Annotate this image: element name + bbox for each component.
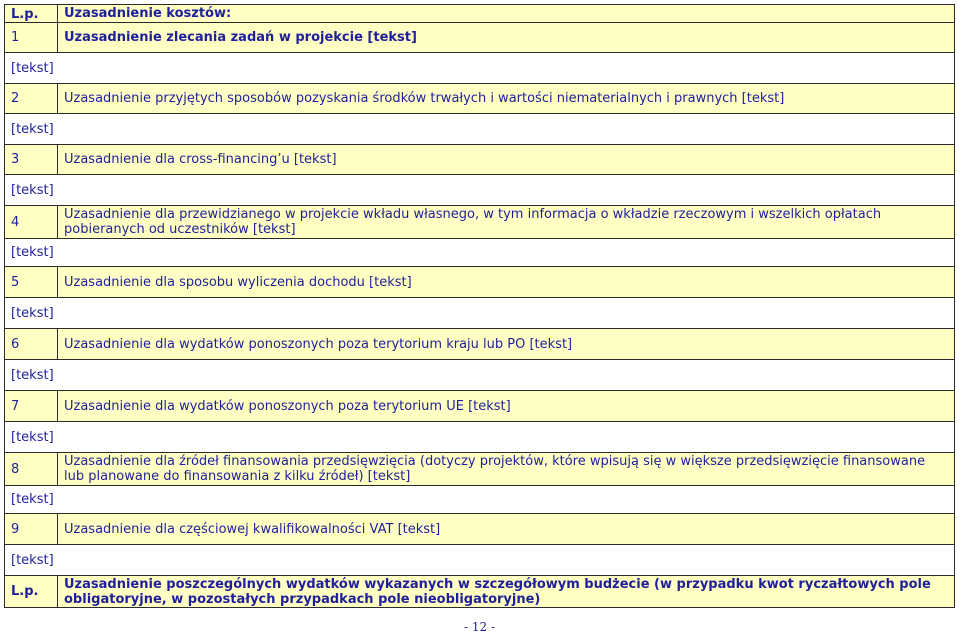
row-9-text[interactable]	[5, 545, 955, 576]
row-number: 5	[5, 267, 58, 298]
text-input-cell[interactable]: [tekst]	[5, 486, 955, 514]
row-label: Uzasadnienie dla sposobu wyliczenia dochodu [tekst]	[58, 267, 955, 298]
lp-label-cell	[5, 576, 58, 608]
text-input-cell[interactable]: [tekst]	[5, 175, 955, 206]
row-3-text[interactable]	[5, 175, 955, 206]
text-input-cell[interactable]: [tekst]	[5, 422, 955, 453]
text-input-cell[interactable]: [tekst]	[5, 53, 955, 84]
row-number: 9	[5, 514, 58, 545]
text-input-cell[interactable]: [tekst]	[5, 114, 955, 145]
lp-label: L.p.	[11, 584, 39, 599]
row-8-text[interactable]	[5, 486, 955, 514]
row-3-header	[5, 145, 955, 175]
row-label: Uzasadnienie dla wydatków ponoszonych poza terytorium UE [tekst]	[58, 391, 955, 422]
row-6-text[interactable]	[5, 360, 955, 391]
row-4-header	[5, 206, 955, 239]
row-9-header	[5, 514, 955, 545]
header-row	[5, 5, 955, 23]
row-number: 7	[5, 391, 58, 422]
row-2-text[interactable]	[5, 114, 955, 145]
page-number: - 12 -	[463, 620, 495, 634]
row-6-header	[5, 329, 955, 360]
row-number: 6	[5, 329, 58, 360]
row-number: 4	[5, 206, 58, 239]
row-2-header	[5, 84, 955, 114]
costs-title: Uzasadnienie kosztów:	[58, 5, 955, 23]
row-number: 8	[5, 453, 58, 486]
row-label: Uzasadnienie dla cross-financing’u [tekst]	[58, 145, 955, 175]
row-label: Uzasadnienie dla częściowej kwalifikowalności VAT [tekst]	[58, 514, 955, 545]
row-7-text[interactable]	[5, 422, 955, 453]
row-4-text[interactable]	[5, 239, 955, 267]
lp-header-cell	[5, 5, 58, 23]
text-input-cell[interactable]: [tekst]	[5, 545, 955, 576]
row-7-header	[5, 391, 955, 422]
justification-table	[4, 4, 955, 608]
lp-label: L.p.	[11, 7, 39, 22]
row-label: Uzasadnienie zlecania zadań w projekcie [tekst]	[58, 23, 955, 53]
row-label: Uzasadnienie dla wydatków ponoszonych poza terytorium kraju lub PO [tekst]	[58, 329, 955, 360]
text-input-cell[interactable]: [tekst]	[5, 239, 955, 267]
budget-row-header	[5, 576, 955, 608]
text-input-cell[interactable]: [tekst]	[5, 298, 955, 329]
row-number: 1	[5, 23, 58, 53]
row-5-text[interactable]	[5, 298, 955, 329]
row-number: 2	[5, 84, 58, 114]
row-label: Uzasadnienie dla źródeł finansowania przedsięwzięcia (dotyczy projektów, które wpisują się w większe przedsięwzięcie finansowane lub planowane do finansowania z kilku źródeł) [tekst]	[58, 453, 955, 486]
row-label: Uzasadnienie dla przewidzianego w projekcie wkładu własnego, w tym informacja o wkładzie rzeczowym i wszelkich opłatach pobieranych od uczestników [tekst]	[58, 206, 955, 239]
row-1-text[interactable]	[5, 53, 955, 84]
row-1-header	[5, 23, 955, 53]
row-8-header	[5, 453, 955, 486]
row-label: Uzasadnienie poszczególnych wydatków wykazanych w szczegółowym budżecie (w przypadku kwot ryczałtowych pole obligatoryjne, w pozostałych przypadkach pole nieobligatoryjne)	[58, 576, 955, 608]
row-number: 3	[5, 145, 58, 175]
text-input-cell[interactable]: [tekst]	[5, 360, 955, 391]
row-5-header	[5, 267, 955, 298]
row-label: Uzasadnienie przyjętych sposobów pozyskania środków trwałych i wartości niematerialnych i prawnych [tekst]	[58, 84, 955, 114]
